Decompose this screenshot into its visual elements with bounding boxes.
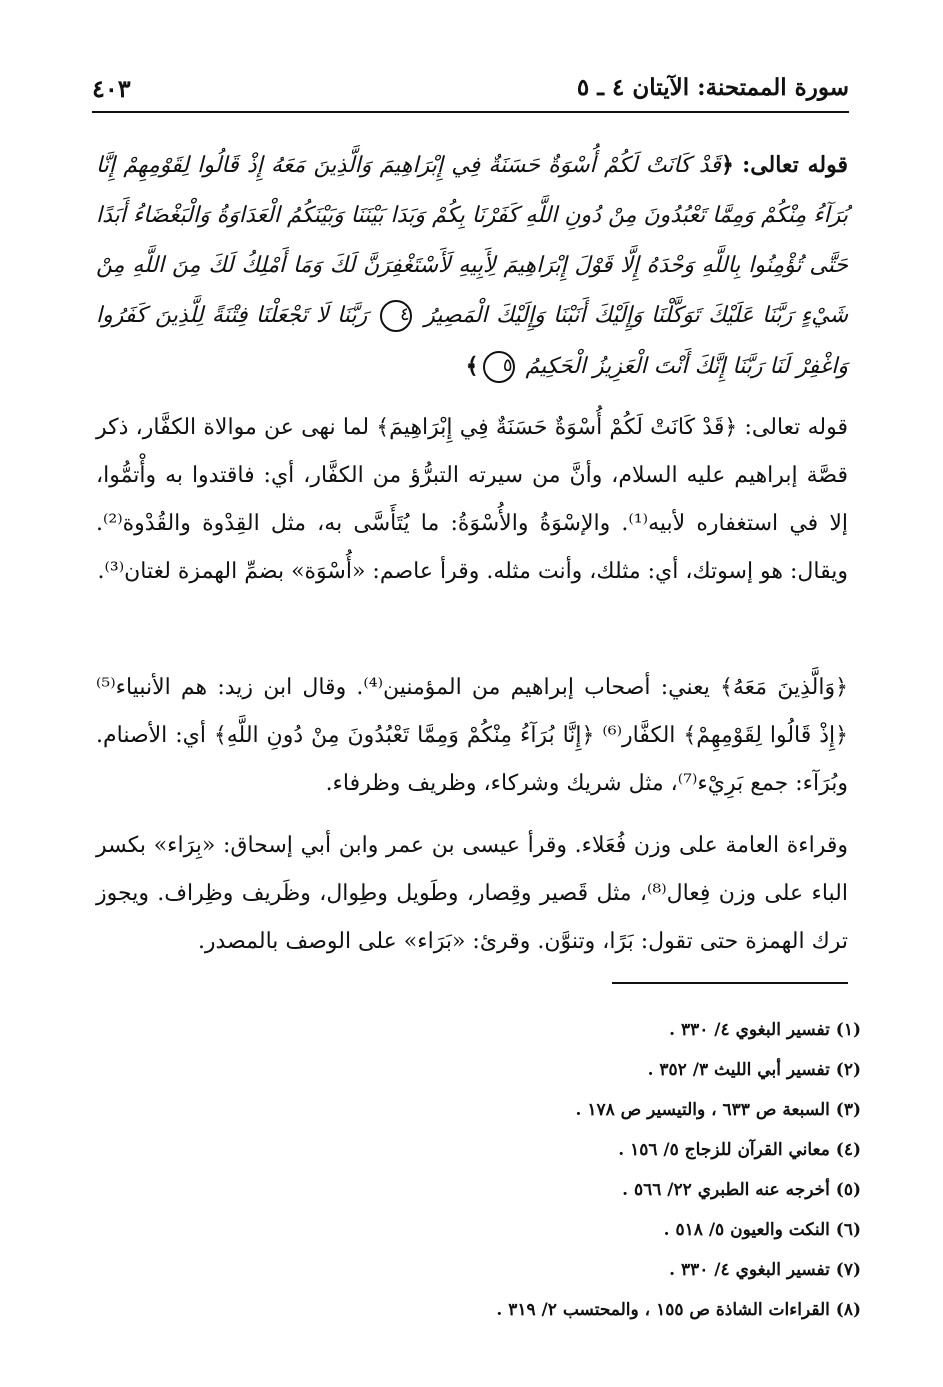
ayah-number-5-marker: ٥: [483, 351, 515, 383]
footnote-item: (١) تفسير البغوي ٤/ ٣٣٠ .: [669, 1020, 861, 1040]
commentary-paragraph-1: قوله تعالى: ﴿قَدْ كَانَتْ لَكُمْ أُسْوَةٌ حَسَنَةٌ فِي إِبْرَاهِيمَ﴾ لما نهى عن موالاة الكفَّار، ذكر قصَّة إبراهيم عليه السلام، وأنَّ من سيرته التبرُّؤ من الكفَّار، أي: فاقتدوا به وأْتمُّوا، إلا في استغفاره لأبيه⁽¹⁾. والإسْوَةُ والأُسْوَةُ: ما يُتَأَسَّى به، مثل القِدْوة والقُدْوة⁽²⁾. ويقال: هو إسوتك، أي: مثلك، وأنت مثله. وقرأ عاصم: «أُسْوَة» بضمِّ الهمزة لغتان⁽³⁾.: [96, 415, 849, 584]
footnote-item: (٧) تفسير البغوي ٤/ ٣٣٠ .: [669, 1260, 861, 1280]
footnote-item: (٦) النكت والعيون ٥/ ٥١٨ .: [663, 1220, 861, 1240]
footnotes-list: [161, 1010, 861, 1330]
sura-title: سورة الممتحنة: الآيتان ٤ ـ ٥: [576, 74, 849, 101]
quran-text-verse-4: قَدْ كَانَتْ لَكُمْ أُسْوَةٌ حَسَنَةٌ فِي إِبْرَاهِيمَ وَالَّذِينَ مَعَهُ إِذْ قَالُوا لِقَوْمِهِمْ إِنَّا بُرَآءُ مِنْكُمْ وَمِمَّا تَعْبُدُونَ مِنْ دُونِ اللَّهِ كَفَرْنَا بِكُمْ وَبَدَا بَيْنَنَا وَبَيْنَكُمُ الْعَدَاوَةُ وَالْبَغْضَاءُ أَبَدًا حَتَّى تُؤْمِنُوا بِاللَّهِ وَحْدَهُ إِلَّا قَوْلَ إِبْرَاهِيمَ لِأَبِيهِ لَأَسْتَغْفِرَنَّ لَكَ وَمَا أَمْلِكُ لَكَ مِنَ اللَّهِ مِنْ شَيْءٍ رَبَّنَا عَلَيْكَ تَوَكَّلْنَا وَإِلَيْكَ أَنَبْنَا وَإِلَيْكَ الْمَصِيرُ: [96, 153, 848, 328]
verse-lead: قوله تعالى:: [742, 152, 848, 178]
verse-block: [96, 140, 848, 392]
quran-close-bracket: ﴾: [465, 353, 479, 379]
footnote-item: (٨) القراءات الشاذة ص ١٥٥ ، والمحتسب ٢/ ٣١٩ .: [496, 1300, 861, 1320]
footnote-divider: [612, 982, 848, 984]
page-number: ٤٠٣: [92, 74, 131, 103]
header-divider: [92, 111, 849, 113]
running-head: [92, 66, 849, 110]
footnote-item: (٤) معاني القرآن للزجاج ٥/ ١٥٦ .: [618, 1140, 861, 1160]
commentary-paragraph-3: وقراءة العامة على وزن فُعَلاء. وقرأ عيسى بن عمر وابن أبي إسحاق: «بِرَاء» بكسر الباء على وزن فِعال⁽⁸⁾، مثل قَصير وقِصار، وطَويل وطِوال، وظَريف وظِراف. ويجوز ترك الهمزة حتى تقول: بَرًا، وتنوَّن. وقرئ: «بَرَاء» على الوصف بالمصدر.: [96, 833, 848, 954]
footnote-item: (٥) أخرجه عنه الطبري ٢٢/ ٥٦٦ .: [622, 1180, 861, 1200]
commentary-paragraph-2: ﴿وَالَّذِينَ مَعَهُ﴾ يعني: أصحاب إبراهيم من المؤمنين⁽⁴⁾. وقال ابن زيد: هم الأنبياء⁽⁵⁾ ﴿إِذْ قَالُوا لِقَوْمِهِمْ﴾ الكفَّار⁽⁶⁾ ﴿إِنَّا بُرَآءُ مِنْكُمْ وَمِمَّا تَعْبُدُونَ مِنْ دُونِ اللَّهِ﴾ أي: الأصنام. وبُرَآء: جمع بَرِيْء⁽⁷⁾، مثل شريك وشركاء، وظريف وظرفاء.: [96, 675, 848, 796]
footnote-item: (٣) السبعة ص ٦٣٣ ، والتيسير ص ١٧٨ .: [575, 1100, 861, 1120]
footnote-item: (٢) تفسير أبي الليث ٣/ ٣٥٢ .: [647, 1060, 861, 1080]
quran-text-verse-5: رَبَّنَا لَا تَجْعَلْنَا فِتْنَةً لِلَّذِينَ كَفَرُوا وَاغْفِرْ لَنَا رَبَّنَا إِنَّكَ أَنْتَ الْعَزِيزُ الْحَكِيمُ: [96, 303, 848, 379]
quran-open-bracket: ﴿: [720, 152, 734, 178]
ayah-number-4-marker: ٤: [380, 300, 412, 332]
